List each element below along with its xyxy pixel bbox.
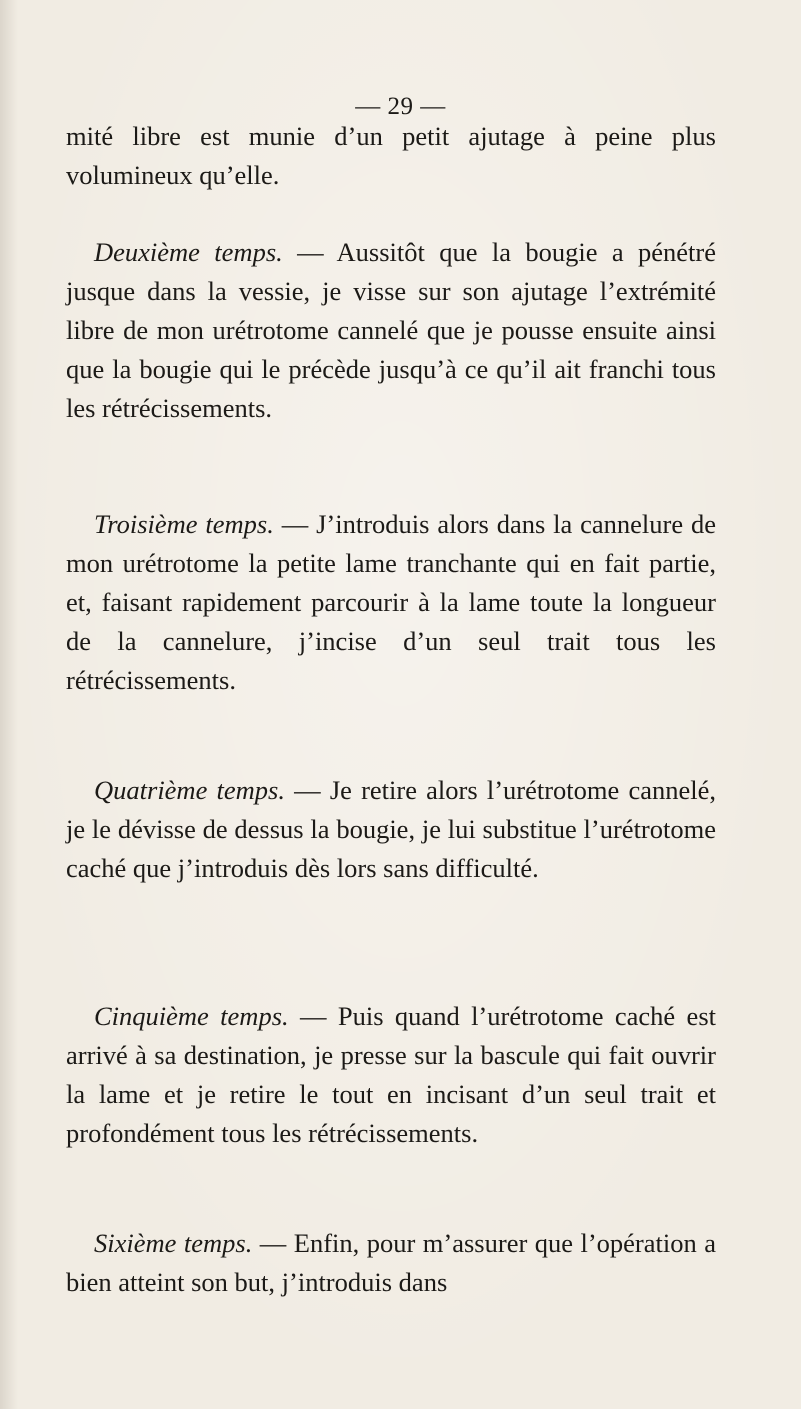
paragraph-4-text: — Je retire alors l’urétrotome cannelé, je le dévisse de dessus la bougie, je lui substitue l’urétrotome caché que j’introduis dès lors sans difficulté. — [66, 775, 716, 883]
paragraph-2-label: Deuxième temps. — [94, 237, 283, 267]
paragraph-2 — [66, 233, 716, 428]
paragraph-5-label: Cinquième temps. — [94, 1001, 289, 1031]
paragraph-4-label: Quatrième temps. — [94, 775, 285, 805]
paragraph-6-label: Sixième temps. — [94, 1228, 253, 1258]
paragraph-6-text: — Enfin, pour m’assurer que l’opération a bien atteint son but, j’introduis dans — [66, 1228, 716, 1297]
paragraph-5 — [66, 997, 716, 1153]
page-edge-shadow — [0, 0, 18, 1409]
paragraph-4 — [66, 771, 716, 888]
paragraph-3 — [66, 505, 716, 700]
paragraph-5-text: — Puis quand l’urétrotome caché est arrivé à sa destination, je presse sur la bascule qui fait ouvrir la lame et je retire le tout en incisant d’un seul trait et profondément tous les rétrécissements. — [66, 1001, 716, 1148]
paragraph-3-label: Troisième temps. — [94, 509, 274, 539]
paragraph-3-text: — J’introduis alors dans la cannelure de mon urétrotome la petite lame tranchante qui en fait partie, et, faisant rapidement parcourir à la lame toute la longueur de la cannelure, j’incise d’un seul trait tous les rétrécissements. — [66, 509, 716, 695]
paragraph-6 — [66, 1224, 716, 1302]
paragraph-1-text: mité libre est munie d’un petit ajutage à peine plus volumineux qu’elle. — [66, 121, 716, 190]
page-number: — 29 — — [355, 93, 446, 120]
paragraph-1 — [66, 117, 716, 195]
paragraph-2-text: — Aussitôt que la bougie a pénétré jusque dans la vessie, je visse sur son ajutage l’extrémité libre de mon urétrotome cannelé que je pousse ensuite ainsi que la bougie qui le précède jusqu’à ce qu’il ait franchi tous les rétrécissements. — [66, 237, 716, 423]
